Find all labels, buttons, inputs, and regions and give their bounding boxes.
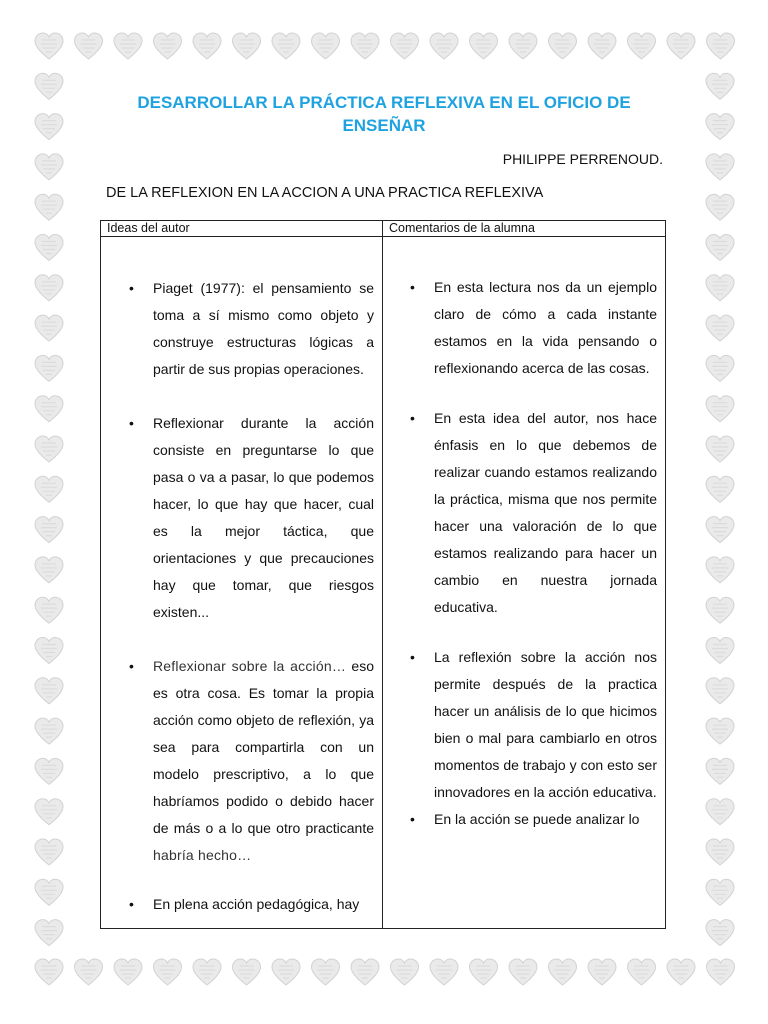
heart-border-icon [35, 355, 63, 381]
heart-border-icon [706, 557, 734, 583]
list-item: • Piaget (1977): el pensamiento se toma a sí mismo como objeto y construye estructuras lógicas a partir de sus propias operaciones. [101, 275, 382, 383]
heart-border-icon [35, 839, 63, 865]
highlight-lead: Reflexionar sobre la acción… [153, 658, 347, 674]
heart-border-icon [667, 959, 695, 985]
heart-border-icon [706, 597, 734, 623]
heart-border-icon [312, 959, 340, 985]
list-item: • La reflexión sobre la acción nos permite después de la practica hacer un análisis de lo que hicimos bien o mal para cambiarlo en otros momentos de trabajo y con esto ser innovadores en la acción educativa. [383, 644, 665, 806]
heart-border-icon [35, 517, 63, 543]
heart-border-icon [75, 959, 103, 985]
author-ideas-column [101, 237, 383, 929]
heart-border-icon [706, 718, 734, 744]
heart-border-icon [35, 718, 63, 744]
heart-border-icon [667, 33, 695, 59]
heart-border-icon [706, 758, 734, 784]
heart-border-icon [114, 959, 142, 985]
ideas-table [100, 220, 666, 929]
heart-border-icon [706, 114, 734, 140]
heart-border-icon [35, 194, 63, 220]
item-body: eso es otra cosa. Es tomar la propia acción como objeto de reflexión, ya sea para compartirla con un modelo prescriptivo, a lo que habríamos podido o debido hacer de más o a lo que otro practicante [153, 658, 374, 836]
heart-border-icon [706, 154, 734, 180]
heart-border-icon [351, 959, 379, 985]
heart-border-icon [549, 33, 577, 59]
heart-border-icon [35, 396, 63, 422]
heart-border-icon [35, 73, 63, 99]
heart-border-icon [628, 33, 656, 59]
heart-border-icon [233, 33, 261, 59]
heart-border-icon [75, 33, 103, 59]
heart-border-icon [35, 114, 63, 140]
header-comentarios-alumna: Comentarios de la alumna [383, 221, 666, 237]
heart-border-icon [272, 959, 300, 985]
heart-border-icon [193, 33, 221, 59]
heart-border-icon [706, 235, 734, 261]
document-title: DESARROLLAR LA PRÁCTICA REFLEXIVA EN EL OFICIO DE ENSEÑAR [137, 93, 631, 135]
heart-border-icon [35, 678, 63, 704]
heart-border-icon [706, 73, 734, 99]
heart-border-icon [154, 959, 182, 985]
heart-border-icon [706, 920, 734, 946]
heart-border-icon [35, 436, 63, 462]
list-item: • En esta idea del autor, nos hace énfasis en lo que debemos de realizar cuando estamos realizando la práctica, misma que nos permite hacer una valoración de lo que estamos realizando para hacer un cambio en nuestra jornada educativa. [383, 405, 665, 621]
heart-border-icon [35, 33, 63, 59]
heart-border-icon [707, 33, 735, 59]
heart-border-icon [35, 799, 63, 825]
heart-border-icon [470, 33, 498, 59]
heart-border-icon [35, 476, 63, 502]
heart-border-icon [549, 959, 577, 985]
list-item: • Reflexionar durante la acción consiste en preguntarse lo que pasa o va a pasar, lo que podemos hacer, lo que hay que hacer, cual es la mejor táctica, que orientaciones y que precauciones hay que tomar, que riesgos existen... [101, 410, 382, 626]
heart-border-icon [470, 959, 498, 985]
heart-border-icon [707, 959, 735, 985]
heart-border-icon [233, 959, 261, 985]
heart-border-icon [706, 476, 734, 502]
heart-border-icon [706, 879, 734, 905]
heart-border-icon [35, 959, 63, 985]
list-item [101, 653, 382, 869]
highlight-tail: habría hecho… [153, 847, 252, 863]
student-comments-column [383, 237, 666, 929]
heart-border-icon [706, 436, 734, 462]
heart-border-icon [154, 33, 182, 59]
heart-border-icon [706, 315, 734, 341]
heart-border-icon [391, 959, 419, 985]
heart-border-icon [706, 194, 734, 220]
heart-border-icon [114, 33, 142, 59]
heart-border-icon [272, 33, 300, 59]
list-item: • En esta lectura nos da un ejemplo claro de cómo a cada instante estamos en la vida pensando o reflexionando acerca de las cosas. [383, 274, 665, 382]
heart-border-icon [35, 315, 63, 341]
heart-border-icon [312, 33, 340, 59]
heart-border-icon [35, 597, 63, 623]
heart-border-icon [35, 275, 63, 301]
heart-border-icon [430, 959, 458, 985]
heart-border-icon [706, 799, 734, 825]
heart-border-icon [706, 638, 734, 664]
list-item: • En la acción se puede analizar lo [383, 806, 665, 833]
heart-border-icon [35, 758, 63, 784]
heart-border-icon [588, 959, 616, 985]
heart-border-icon [628, 959, 656, 985]
heart-border-icon [706, 396, 734, 422]
heart-border-icon [509, 33, 537, 59]
heart-border-icon [35, 557, 63, 583]
heart-border-icon [35, 879, 63, 905]
document-subtitle: DE LA REFLEXION EN LA ACCION A UNA PRACTICA REFLEXIVA [106, 185, 544, 201]
heart-border-icon [509, 959, 537, 985]
heart-border-icon [706, 517, 734, 543]
heart-border-icon [706, 275, 734, 301]
heart-border-icon [193, 959, 221, 985]
heart-border-icon [35, 638, 63, 664]
heart-border-icon [706, 678, 734, 704]
heart-border-icon [391, 33, 419, 59]
heart-border-icon [706, 355, 734, 381]
heart-border-icon [430, 33, 458, 59]
heart-border-icon [35, 154, 63, 180]
header-ideas-autor: Ideas del autor [101, 221, 383, 237]
author-name: PHILIPPE PERRENOUD. [502, 151, 663, 167]
heart-border-icon [351, 33, 379, 59]
heart-border-icon [588, 33, 616, 59]
heart-border-icon [706, 839, 734, 865]
heart-border-icon [35, 235, 63, 261]
list-item: • En plena acción pedagógica, hay [101, 891, 382, 918]
heart-border-icon [35, 920, 63, 946]
